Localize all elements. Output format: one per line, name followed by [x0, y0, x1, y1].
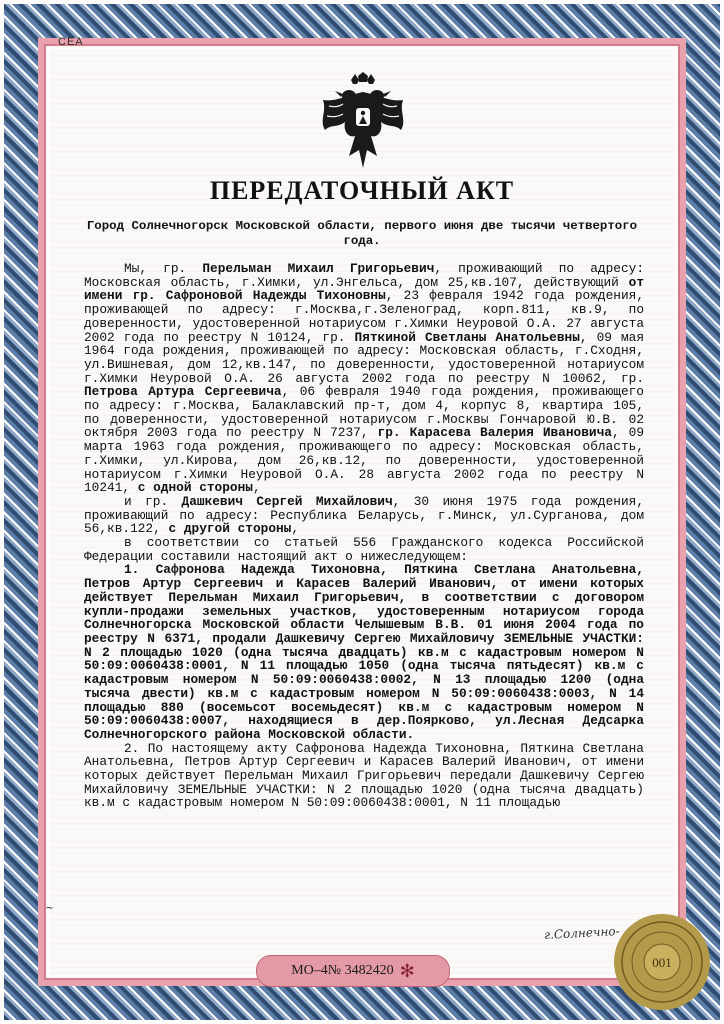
bold-run: от имени гр. Сафроновой Надежды Тихоновны — [84, 274, 644, 304]
top-corner-mark: СЕА — [58, 36, 84, 48]
body-paragraph — [84, 563, 644, 741]
double-headed-eagle-emblem — [315, 72, 411, 172]
bold-run: с другой стороны — [168, 521, 292, 537]
bold-run: гр. Карасева Валерия Ивановича — [377, 425, 612, 441]
seal-number: 001 — [652, 955, 672, 970]
text-run: , 09 марта 1963 года рождения, проживающего по адресу: Московская область, г.Химки, ул.Кирова, дом 26,кв.12, по доверенности, удостоверенной нотариусом г.Химки Неуровой О.А. 28 августа 2002 года по реестру N 10241, — [84, 425, 644, 496]
bold-run: 1. Сафронова Надежда Тихоновна, Пяткина Светлана Анатольевна, Петров Артур Сергеевич и Карасев Валерий Иванович, от имени которых действует Перельман Михаил Григорьевич, в соответствии с договором купли-продажи земельных участков, удостоверенным нотариусом города Солнечногорска Московской области Челышевым В.В. 01 июня 2004 года по реестру N 6371, продали Дашкевичу Сергею Михайловичу ЗЕМЕЛЬНЫЕ УЧАСТКИ: N 2 площадью 1020 (одна тысяча двадцать) кв.м с кадастровым номером N 50:09:0060438:0001, N 11 площадью 1050 (одна тысяча пятьдесят) кв.м с кадастровым номером N 50:09:0060438:0002, N 13 площадью 1200 (одна тысяча двести) кв.м с кадастровым номером N 50:09:0060438:0003, N 14 площадью 880 (восемьсот восемьдесят) кв.м с кадастровым номером N 50:09:0060438:0007, находящиеся в дер.Поярково, ул.Лесная Дедсарка Солнечногорского района Московской области. — [84, 562, 644, 742]
body-paragraph — [84, 536, 644, 563]
text-run: , 30 июня 1975 года рождения, проживающий по адресу: Республика Беларусь, г.Минск, ул.Сурганова, дом 56,кв.122, — [84, 493, 644, 537]
body-paragraph — [84, 742, 644, 811]
text-run: , — [291, 521, 300, 537]
text-run: , 06 февраля 1940 года рождения, проживающего по адресу: г.Москва, Балаклавский пр-т, дом 4, корпус 8, квартира 105, по доверенности, удостоверенной нотариусом г.Москвы Гончаровой Ю.В. 02 октября 2003 года по реестру N 7237, — [84, 384, 644, 441]
document-heading: Город Солнечногорск Московской области, первого июня две тысячи четвертого года. — [86, 219, 638, 248]
text-run: , 23 февраля 1942 года рождения, проживающей по адресу: г.Москва,г.Зеленоград, корп.811, кв.9, по доверенности, удостоверенной нотариусом г.Химки Неуровой О.А. 27 августа 2002 года по реестру N 10124, гр. — [84, 288, 644, 345]
serial-number: МО–4№ 3482420 — [291, 963, 394, 978]
text-run: , — [252, 480, 261, 496]
serial-number-badge — [256, 955, 450, 987]
text-run: и гр. — [124, 493, 182, 509]
margin-mark: ~ — [46, 902, 54, 916]
gold-seal-stamp — [612, 912, 712, 1012]
text-run: 2. По настоящему акту Сафронова Надежда Тихоновна, Пяткина Светлана Анатольевна, Петров Артур Сергеевич и Карасев Валерий Иванович, от имени которых действует Перельман Михаил Григорьевич передали Дашкевичу Сергею Михайловичу ЗЕМЕЛЬНЫЕ УЧАСТКИ: N 2 площадью 1020 (одна тысяча двадцать) кв.м с кадастровым номером N 50:09:0060438:0001, N 11 площадью — [84, 740, 644, 811]
bold-run: Дашкевич Сергей Михайлович — [181, 493, 393, 509]
document-title: ПЕРЕДАТОЧНЫЙ АКТ — [209, 176, 515, 205]
bold-run: Пяткиной Светланы Анатольевны — [354, 329, 580, 345]
handwritten-signature: г.Солнечно- — [543, 924, 620, 942]
text-run: в соответствии со статьей 556 Гражданского кодекса Российской Федерации составили настоящий акт о нижеследующем: — [84, 535, 644, 564]
body-paragraph — [84, 495, 644, 536]
bold-run: Перельман Михаил Григорьевич — [202, 261, 435, 276]
star-icon: ✻ — [399, 960, 415, 981]
body-paragraph — [84, 262, 644, 495]
text-run: , 09 мая 1964 года рождения, проживающей по адресу: Московская область, г.Сходня, ул.Вишневая, дом 12,кв.147, по доверенности, удостоверенной нотариусом г.Химки Неуровой О.А. 26 августа 2002 года по реестру N 10062, гр. — [84, 329, 645, 386]
text-run: Мы, гр. — [124, 261, 203, 276]
bold-run: с одной стороны — [137, 480, 253, 496]
bold-run: Петрова Артура Сергеевича — [84, 384, 282, 400]
document-body — [84, 262, 644, 810]
text-run: , проживающий по адресу: Московская область, г.Химки, ул.Энгельса, дом 25,кв.107, действующий — [84, 261, 644, 290]
